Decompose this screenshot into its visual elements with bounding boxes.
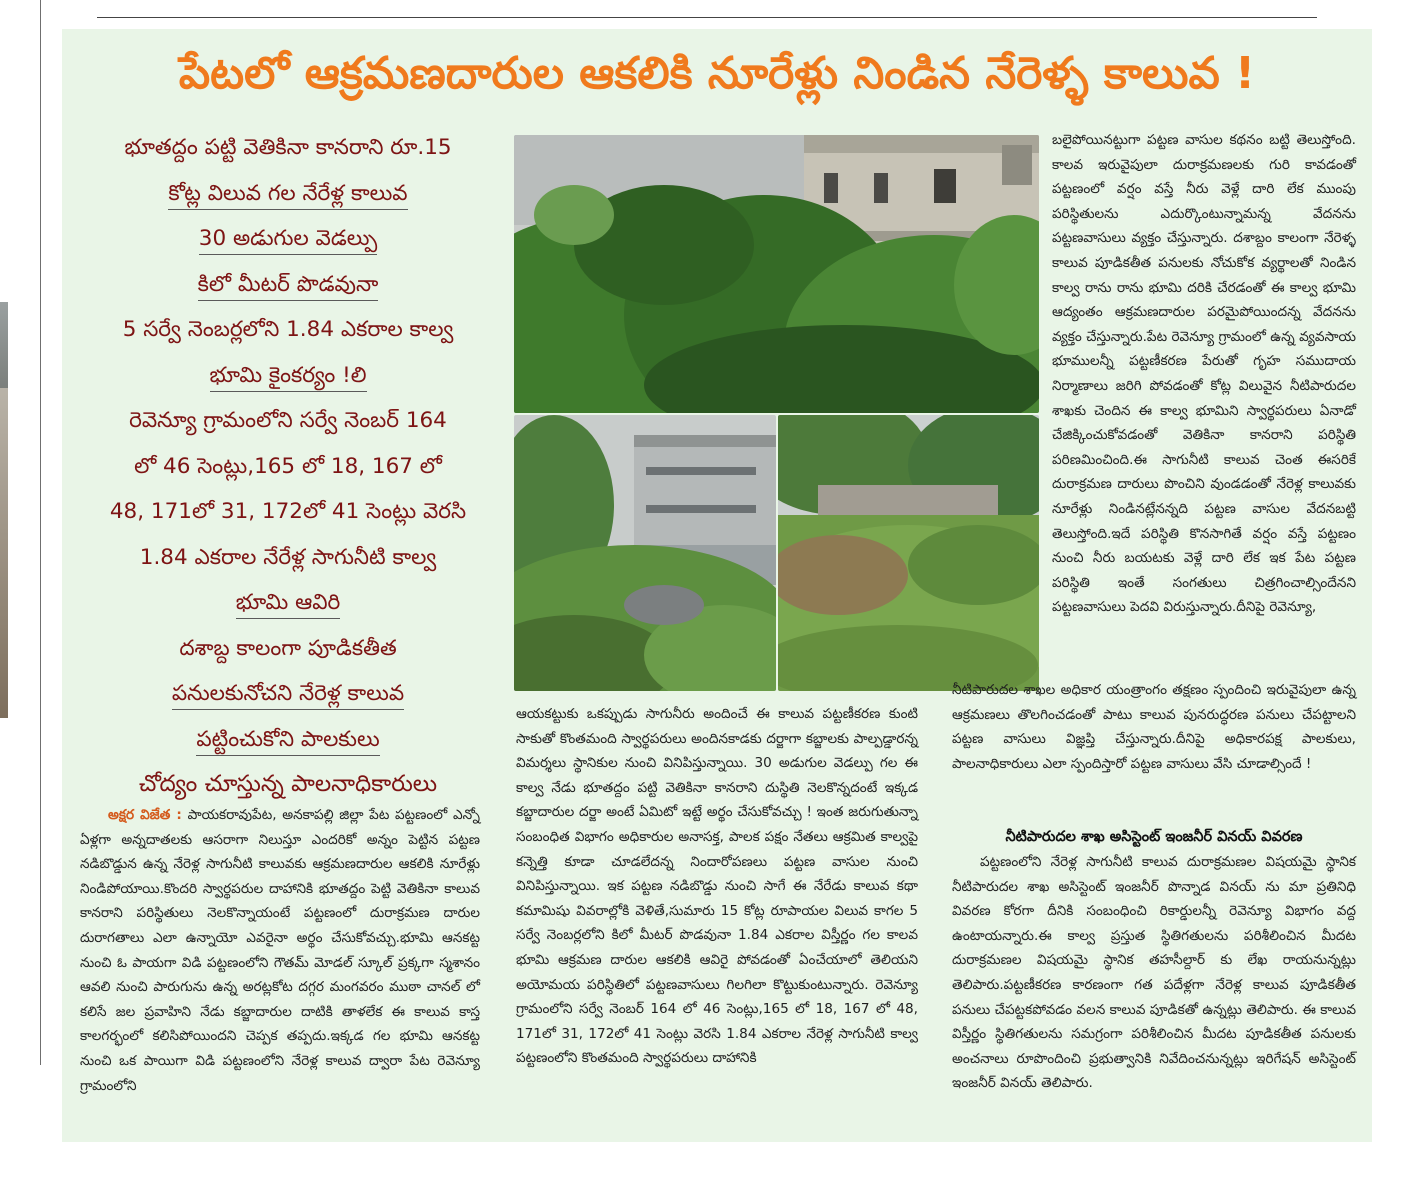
highlight-line: చోద్యం చూస్తున్న పాలనాధికారులు bbox=[138, 771, 438, 797]
article-column-2: ఆయకట్టుకు ఒకప్పుడు సాగునీరు అందించే ఈ కాలువ పట్టణీకరణ కుంటి సాకుతో కొంతమంది స్వార్థపరులు అందినకాడకు దర్జాగా కబ్జాలకు పాల్పడ్డారన్న విమర్శలు స్థానికుల నుంచి వినిపిస్తున్నాయి. 30 అడుగుల వెడల్పు గల ఈ కాల్వ నేడు భూతద్దం పట్టి వెతికినా కానరాని దుస్థితి నెలకొన్నదంటే ఇక్కడ కబ్జాదారుల దర్జా అంటే ఏమిటో ఇట్టే అర్థం చేసుకోవచ్చు ! ఇంత జరుగుతున్నా సంబంధిత విభాగం అధికారుల అనాసక్త, పాలక పక్షం నేతలు ఆక్రమిత కాల్వపై కన్నెత్తి కూడా చూడలేదన్న నిందారోపణలు పట్టణ వాసుల నుంచి వినిపిస్తున్నాయి. ఇక పట్టణ నడిబొడ్డు నుంచి సాగే ఈ నేరేడు కాలువ కథా కమామిషు వివరాల్లోకి వెళితే,సుమారు 15 కోట్ల రూపాయల విలువ కాగల 5 సర్వే నెంబర్లలోని కిలో మీటర్ పొడవునా 1.84 ఎకరాల విస్తీర్ణం గల కాలవ భూమి ఆక్రమణ దారుల ఆకలికి ఆవిరై పోవడంతో ఏంచేయాలో తెలియని అయోమయ పరిస్థితిలో పట్టణవాసులు గిలగిలా కొట్టుకుంటున్నారు. రెవెన్యూ గ్రామంలోని సర్వే నెంబర్ 164 లో 46 సెంట్లు,165 లో 18, 167 లో 48, 171లో 31, 172లో 41 సెంట్లు వెరసి 1.84 ఎకరాల నేరెళ్ల సాగునీటి కాల్వ పట్టణంలోని కొంతమంది స్వార్థపరులు దాహానికి bbox=[516, 706, 918, 1067]
highlight-line: కోట్ల విలువ గల నేరేళ్ల కాలువ bbox=[78, 171, 498, 217]
article-column-1 bbox=[80, 803, 480, 1098]
sub-headline: నీటిపారుదల శాఖ అసిస్టెంట్ ఇంజనీర్ వినయ్ వివరణ bbox=[1005, 829, 1303, 845]
article-column-3-middle: నీటిపారుదల శాఖల అధికార యంత్రాంగం తక్షణం స్పందించి ఇరువైపులా ఉన్న ఆక్రమణలు తొలగించడంతో పాటు కాలువ పునరుద్ధరణ పనులు చేపట్టాలని పట్టణ వాసులు విజ్ఞప్తి చేస్తున్నారు.దీనిపై అధికారపక్ష పాలకులు, పాలనాధికారులు ఎలా స్పందిస్తారో పట్టణ వాసులు వేసి చూడాల్సిందే ! bbox=[952, 682, 1356, 772]
highlight-line: రెవెన్యూ గ్రామంలోని సర్వే నెంబర్ 164 bbox=[129, 408, 447, 433]
column-divider bbox=[40, 0, 41, 1065]
news-article bbox=[62, 29, 1372, 1142]
article-headline: పేటలో ఆక్రమణదారుల ఆకలికి నూరేళ్లు నిండిన నేరెళ్ళ కాలువ ! bbox=[178, 48, 1256, 99]
highlight-line: 30 అడుగుల వెడల్పు bbox=[78, 216, 498, 262]
highlight-line: దశాబ్ద కాలంగా పూడికతీత bbox=[179, 635, 397, 661]
photo-overgrown-canal-building bbox=[514, 135, 1039, 413]
photo-canal-grass-field-trees bbox=[778, 415, 1039, 691]
highlight-line: 5 సర్వే నెంబర్లలోని 1.84 ఎకరాల కాల్వ bbox=[122, 317, 454, 342]
highlight-line: 48, 171లో 31, 172లో 41 సెంట్లు వెరసి bbox=[109, 499, 467, 524]
highlight-line: భూతద్దం పట్టి వెతికినా కానరాని రూ.15 bbox=[124, 135, 452, 160]
highlight-line: భూమి కైంకర్యం !లి bbox=[78, 353, 498, 399]
highlight-line: కిలో మీటర్ పొడవునా bbox=[78, 262, 498, 308]
byline: అక్షర విజేత : bbox=[108, 807, 182, 823]
highlight-line: పట్టించుకోని పాలకులు bbox=[78, 717, 498, 763]
highlight-line: భూమి ఆవిరి bbox=[78, 580, 498, 626]
article-column-3-bottom: పట్టణంలోని నేరెళ్ల సాగునీటి కాలువ దురాక్రమణల విషయమై స్థానిక నీటిపారుదల శాఖ అసిస్టెంట్ ఇంజనీర్ పొన్నాడ వినయ్ ను మా ప్రతినిధి వివరణ కోరగా దీనికి సంబంధించి రికార్డులన్నీ రెవెన్యూ విభాగం వద్ద ఉంటాయన్నారు.ఈ కాల్వ ప్రస్తుత స్థితిగతులను పరిశీలించిన మీదట దురాక్రమణల విషయమై స్థానిక తహసీల్దార్ కు లేఖ రాయనున్నట్లు తెలిపారు.పట్టణీకరణ కారణంగా గత పదేళ్లగా నేరెళ్ల కాలువ పూడికతీత పనులు చేపట్టకపోవడం వలన కాలువ పూడికతో ఉన్నట్లు తెలిపారు. ఈ కాలువ విస్తీర్ణం స్థితిగతులను సమగ్రంగా పరిశీలించిన మీదట పూడికతీత పనులకు అంచనాలు రూపొందించి ప్రభుత్వానికి నివేదించనున్నట్లు ఇరిగేషన్ అసిస్టెంట్ ఇంజనీర్ వినయ్ తెలిపారు. bbox=[952, 854, 1356, 1092]
adjacent-page-photo-fragment bbox=[0, 388, 8, 718]
column-1-text: పాయకరావుపేట, అనకాపల్లి జిల్లా పేట పట్టణంలో ఎన్నో ఏళ్లగా అన్నదాతలకు ఆసరాగా నిలుస్తూ ఎందరికో అన్నం పెట్టిన పట్టణ నడిబొడ్డున ఉన్న నేరెళ్ల సాగునీటి కాలువకు ఆక్రమణదారుల ఆకలికి నూరేళ్లు నిండిపోయాయి.కొందరి స్వార్థపరుల దాహానికి భూతద్దం పెట్టి వెతికినా కాలువ కానరాని పరిస్థితులు నెలకొన్నాయంటే పట్టణంలో దురాక్రమణ దారుల దురాగతాలు ఎలా ఉన్నాయో ఎవరైనా అర్థం చేసుకోవచ్చు.భూమి ఆనకట్ట నుంచి ఓ పాయగా విడి పట్టణంలోని గౌతమ్ మోడల్ స్కూల్ ప్రక్కగా స్మశానం ఆవలి నుంచి పారుగును ఉన్న అరట్లకోట దగ్గర మంగవరం ముఠా చానల్ లో కలిసే జల ప్రవాహిని నేడు కబ్జాదారుల దాటికి తాళలేక ఈ కాలువ కాస్త కాలగర్భంలో కలిసిపోయిందని చెప్పక తప్పదు.ఇక్కడ గల భూమి ఆనకట్ట నుంచి ఒక పాయిగా విడి పట్టణంలోని నేరెళ్ల కాలువ ద్వారా పేట రెవెన్యూ గ్రామంలోని bbox=[80, 807, 481, 1094]
highlights-box bbox=[78, 125, 498, 808]
article-column-3-top: బలైపోయినట్టుగా పట్టణ వాసుల కథనం బట్టి తెలుస్తోంది. కాలవ ఇరువైపులా దురాక్రమణలకు గురి కావడంతో పట్టణంలో వర్షం వస్తే నీరు వెళ్లే దారి లేక ముంపు పరిస్థితులను ఎదుర్కొంటున్నామన్న వేదనను పట్టణవాసులు వ్యక్తం చేస్తున్నారు. దశాబ్దం కాలంగా నేరెళ్ళ కాలువ పూడికతీత పనులకు నోచుకోక వ్యర్థాలతో నిండిన కాల్వ రాను రాను భూమి దరికి చేరడంతో ఈ కాల్వ భూమి ఆద్యంతం ఆక్రమణదారుల పరమైపోయిందన్న వేదనను వ్యక్తం చేస్తున్నారు.పేట రెవెన్యూ గ్రామంలో ఉన్న వ్యవసాయ భూములన్నీ పట్టణీకరణ పేరుతో గృహ సముదాయ నిర్మాణాలు జరిగి పోవడంతో కోట్ల విలువైన నీటిపారుదల శాఖకు చెందిన ఈ కాల్వ భూమిని స్వార్థపరులు ఏనాడో చేజిక్కించుకోవడంతో వెతికినా కానరాని పరిస్థితి పరిణమించింది.ఈ సాగునీటి కాలువ చెంత ఈసరికే దురాక్రమణ దారులు పొంచిని వుండడంతో నేరెళ్ల కాలువకు నూరేళ్లు నిండినట్లేనన్నది పట్టణ వాసుల వేదనబట్టి తెలుస్తోంది.ఇదే పరిస్థితి కొనసాగితే వర్షం వస్తే పట్టణం నుంచి నీరు బయటకు వెళ్లే దారి లేక ఇక పేట పట్టణ పరిస్థితి ఇంతే సంగతులు చిత్రగించాల్సిందేనని పట్టణవాసులు పెదవి విరుస్తున్నారు.దీనిపై రెవెన్యూ, bbox=[1052, 132, 1356, 616]
highlight-line: పనులకునోచని నేరెళ్ల కాలువ bbox=[78, 671, 498, 717]
top-divider bbox=[97, 17, 1317, 18]
highlight-line: లో 46 సెంట్లు,165 లో 18, 167 లో bbox=[134, 453, 442, 479]
photo-canal-weeds-commercial-building bbox=[514, 415, 776, 691]
adjacent-page-photo-fragment bbox=[0, 302, 8, 388]
highlight-line: 1.84 ఎకరాల నేరేళ్ల సాగునీటి కాల్వ bbox=[139, 544, 437, 570]
